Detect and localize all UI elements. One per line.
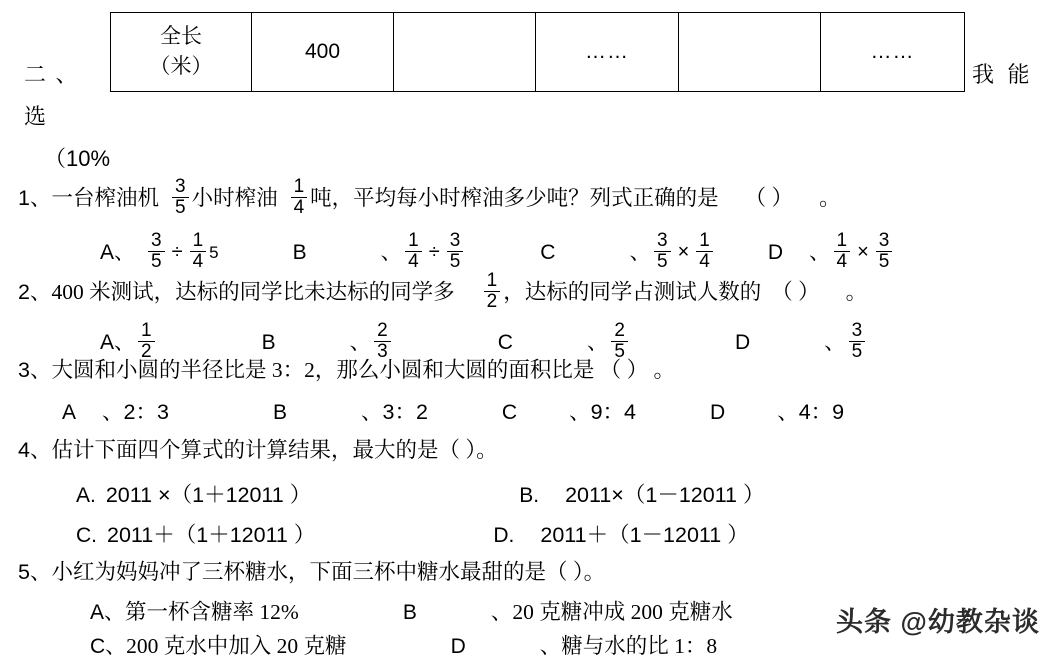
fraction-numerator: 1 [408, 230, 419, 251]
option-d-text: 糖与水的比 1：8 [561, 634, 718, 658]
option-c-fraction-right [696, 231, 713, 272]
table-cell-value-2[interactable] [394, 13, 536, 92]
option-label-a[interactable]: A、 [100, 240, 136, 264]
section-verb: 选 [24, 104, 47, 129]
question-1-stem [18, 178, 841, 219]
question-2-options [100, 322, 868, 363]
option-b-separator: 、 [380, 239, 403, 264]
option-label-c[interactable]: C、 [90, 635, 127, 658]
option-b-separator: 、 [360, 400, 383, 424]
question-4-stem-text: 估计下面四个算式的计算结果，最大的是（ ）。 [51, 438, 498, 462]
question-3-stem [18, 360, 675, 382]
fraction-denominator: 4 [405, 251, 422, 272]
option-a-separator: 、 [102, 400, 124, 424]
option-label-b[interactable]: B. [519, 484, 540, 508]
fraction-numerator: 3 [878, 230, 890, 251]
option-b-fraction-right [447, 231, 464, 272]
option-b-text: 3：2 [382, 400, 428, 424]
option-d-separator: 、 [539, 634, 562, 658]
question-2-stem-part2: ，达标的同学占测试人数的 [503, 279, 762, 304]
question-5-stem-text: 小红为妈妈冲了三杯糖水，下面三杯中糖水最甜的是（ ）。 [51, 560, 606, 584]
table-cell-value-4[interactable] [679, 13, 821, 92]
question-1-stem-part3: 吨，平均每小时榨油多少吨？列式正确的是 [310, 185, 719, 210]
fraction-numerator: 3 [449, 230, 461, 251]
option-a-operator: ÷ [171, 241, 183, 264]
fraction-denominator: 4 [696, 251, 713, 272]
option-a-superscript: 5 [209, 242, 219, 262]
option-label-c[interactable]: C [497, 330, 513, 354]
table-row-label-line1: 全长 [160, 24, 202, 48]
fraction-numerator: 3 [851, 320, 863, 341]
option-a-fraction [138, 321, 155, 362]
question-2-fraction-1 [484, 271, 501, 312]
fraction-numerator: 1 [141, 320, 152, 341]
option-label-a[interactable]: A、 [90, 601, 126, 625]
length-table [110, 12, 965, 92]
section-right-note: 我 能 [972, 62, 1034, 87]
question-1-answer-blank[interactable]: （ ） [744, 185, 794, 210]
question-1-fraction-1 [172, 177, 189, 218]
table-cell-value-3[interactable]: …… [536, 13, 679, 92]
option-label-b[interactable]: B [402, 601, 417, 625]
section-score: （10% [44, 146, 111, 171]
option-label-b[interactable]: B [272, 401, 287, 425]
fraction-denominator: 5 [172, 197, 189, 218]
question-4-options-row1 [76, 485, 765, 507]
option-d-fraction [849, 321, 866, 362]
option-c-operator: × [677, 241, 690, 264]
question-4-options-row2 [76, 525, 749, 547]
option-b-text: 20 克糖冲成 200 克糖水 [512, 600, 733, 624]
section-number: 二 、 [24, 62, 80, 87]
option-d-operator: × [857, 241, 869, 264]
question-1-fraction-2 [291, 177, 308, 218]
option-label-d[interactable]: D [734, 330, 751, 354]
option-label-c[interactable]: C [501, 401, 518, 425]
question-3-number: 3、 [18, 358, 52, 382]
question-2-stem-end: 。 [845, 279, 868, 304]
fraction-numerator: 3 [656, 230, 668, 251]
option-label-c[interactable]: C. [76, 524, 97, 548]
fraction-denominator: 3 [374, 341, 391, 362]
option-label-c[interactable]: C [540, 240, 556, 264]
length-table-wrapper [110, 12, 958, 92]
fraction-denominator: 5 [849, 341, 866, 362]
option-d-text: 4：9 [798, 400, 845, 424]
option-c-separator: 、 [586, 329, 609, 354]
question-3-options [62, 402, 844, 424]
option-d-separator: 、 [777, 400, 799, 424]
option-label-a[interactable]: A. [76, 484, 96, 508]
question-1-stem-part1: 一台榨油机 [51, 185, 159, 210]
question-1-stem-part2: 小时榨油 [191, 185, 278, 210]
question-5-options-row2 [90, 636, 717, 658]
option-label-d[interactable]: D [710, 401, 726, 425]
option-a-text: 2011 ×（1＋12011 ） [105, 483, 312, 507]
fraction-numerator: 2 [377, 320, 388, 341]
question-1-stem-end: 。 [819, 185, 841, 210]
option-label-d[interactable]: D [767, 240, 783, 264]
option-label-b[interactable]: B [261, 330, 276, 354]
fraction-numerator: 1 [486, 270, 498, 291]
option-d-separator: 、 [809, 239, 831, 264]
option-b-separator: 、 [490, 600, 513, 624]
question-4-stem [18, 440, 498, 462]
option-a-fraction-left [148, 231, 165, 272]
option-label-b[interactable]: B [292, 240, 307, 264]
option-c-separator: 、 [629, 239, 651, 264]
question-4-number: 4、 [18, 438, 52, 462]
option-b-fraction-left [405, 231, 422, 272]
watermark: 头条 @幼教杂谈 [836, 607, 1040, 637]
option-b-fraction [374, 321, 391, 362]
option-a-fraction-right [190, 231, 207, 272]
fraction-denominator: 4 [834, 251, 851, 272]
option-d-fraction-right [876, 231, 893, 272]
option-d-separator: 、 [824, 329, 846, 354]
fraction-numerator: 1 [192, 230, 204, 251]
question-2-stem [18, 272, 867, 313]
question-2-number: 2、 [18, 279, 52, 304]
option-c-fraction [611, 321, 628, 362]
fraction-numerator: 1 [699, 230, 710, 251]
option-c-separator: 、 [569, 400, 591, 424]
option-d-fraction-left [834, 231, 851, 272]
option-c-text: 2011＋（1＋12011 ） [107, 523, 316, 547]
fraction-denominator: 4 [291, 197, 308, 218]
option-b-text: 2011×（1－12011 ） [565, 483, 765, 507]
table-cell-row-label [111, 13, 252, 92]
fraction-denominator: 2 [138, 341, 155, 362]
option-a-text: 第一杯含糖率 12% [125, 600, 299, 624]
table-row-label-line2: （米） [149, 55, 213, 78]
option-label-d[interactable]: D [450, 635, 466, 658]
option-b-operator: ÷ [428, 241, 440, 264]
option-label-a[interactable]: A [62, 401, 77, 425]
question-5-options-row1 [90, 602, 733, 624]
option-label-d[interactable]: D. [493, 524, 515, 548]
option-a-text: 2：3 [123, 400, 169, 424]
question-5-number: 5、 [18, 560, 52, 584]
fraction-numerator: 3 [151, 230, 162, 251]
fraction-numerator: 1 [836, 230, 848, 251]
option-c-text: 200 克水中加入 20 克糖 [126, 634, 347, 658]
question-3-stem-text: 大圆和小圆的半径比是 3：2，那么小圆和大圆的面积比是 （ ） 。 [51, 358, 675, 382]
option-d-text: 2011＋（1－12011 ） [540, 523, 749, 547]
fraction-numerator: 2 [614, 320, 625, 341]
question-1-number: 1、 [18, 185, 52, 210]
table-cell-value-5[interactable]: …… [821, 13, 965, 92]
question-2-answer-blank[interactable]: （ ） [771, 279, 820, 304]
option-c-fraction-left [654, 231, 671, 272]
option-b-separator: 、 [349, 329, 372, 354]
fraction-denominator: 5 [654, 251, 671, 272]
question-5-stem [18, 562, 605, 584]
fraction-numerator: 1 [293, 176, 305, 197]
table-cell-value-1[interactable]: 400 [252, 13, 394, 92]
question-2-stem-part1: 400 米测试，达标的同学比未达标的同学多 [51, 279, 455, 304]
fraction-denominator: 4 [190, 251, 207, 272]
option-c-text: 9：4 [590, 400, 637, 424]
fraction-denominator: 5 [148, 251, 165, 272]
table-row [111, 13, 965, 92]
option-label-a[interactable]: A、 [100, 330, 136, 354]
fraction-numerator: 3 [174, 176, 186, 197]
fraction-denominator: 5 [876, 251, 893, 272]
fraction-denominator: 2 [484, 291, 501, 312]
fraction-denominator: 5 [611, 341, 628, 362]
question-1-options [100, 232, 895, 273]
fraction-denominator: 5 [447, 251, 464, 272]
